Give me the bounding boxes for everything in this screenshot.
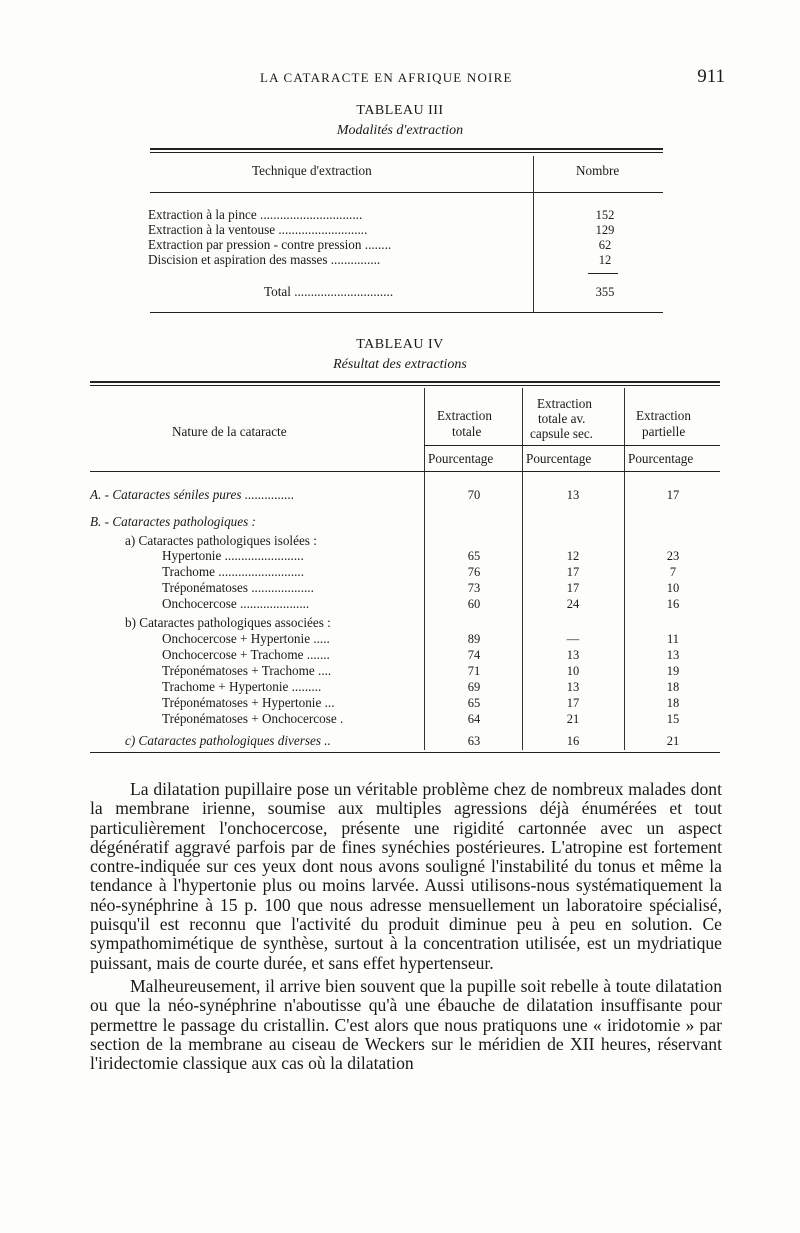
table3-title: TABLEAU III xyxy=(356,103,444,118)
table4-row-label: Onchocercose ..................... xyxy=(162,596,310,611)
table4-row-label: Onchocercose + Hypertonie ..... xyxy=(162,631,330,646)
table3-row-value: 12 xyxy=(598,253,612,267)
table4-cell: — xyxy=(566,632,580,646)
table4-cell: 23 xyxy=(666,549,680,563)
table3-subtitle: Modalités d'extraction xyxy=(336,123,464,138)
table3-bottom-rule xyxy=(150,312,663,313)
table4-col1-line1: Extraction xyxy=(437,408,492,423)
table4-cell: 16 xyxy=(666,597,680,611)
body-text xyxy=(90,780,722,1073)
table4-cell: 73 xyxy=(467,581,481,595)
table4-cell: 71 xyxy=(467,664,481,678)
table3-total-label: Total .............................. xyxy=(264,284,394,299)
table4-cell: 7 xyxy=(669,565,677,579)
table3-row-label: Extraction à la pince ............................... xyxy=(148,207,363,222)
table4-top-rule xyxy=(90,381,720,383)
table4-cell: 17 xyxy=(566,565,580,579)
table3-top-rule xyxy=(150,148,663,150)
table4-cell: 13 xyxy=(566,680,580,694)
table4-row-label: Trachome .......................... xyxy=(162,564,305,579)
table4-cell: 76 xyxy=(467,565,481,579)
table3-top-rule-thin xyxy=(150,152,663,153)
table4-cell: 15 xyxy=(666,712,680,726)
table3-sum-rule xyxy=(588,273,618,274)
table4-section-b: B. - Cataractes pathologiques : xyxy=(90,514,256,529)
table4-subsection-c: c) Cataractes pathologiques diverses .. xyxy=(125,733,331,748)
table4-subsection-a: a) Cataractes pathologiques isolées : xyxy=(125,533,317,548)
table4-col-divider xyxy=(522,388,523,750)
table4-pct-label: Pourcentage xyxy=(526,451,592,466)
table4-cell: 63 xyxy=(467,734,481,748)
table4-cell: 65 xyxy=(467,696,481,710)
table4-cell: 24 xyxy=(566,597,580,611)
table4-col1-line2: totale xyxy=(452,424,482,439)
table3-col-technique: Technique d'extraction xyxy=(252,163,372,178)
table4-cell: 65 xyxy=(467,549,481,563)
table4-col-nature: Nature de la cataracte xyxy=(172,424,287,439)
table4-col2-line3: capsule sec. xyxy=(530,426,593,441)
table3-row-value: 152 xyxy=(595,208,615,222)
table4-cell: 13 xyxy=(566,648,580,662)
table4-bottom-rule xyxy=(90,752,720,753)
table4-row-label: Tréponématoses ................... xyxy=(162,580,314,595)
table4-col3-line2: partielle xyxy=(642,424,686,439)
table4-row-label: Tréponématoses + Trachome .... xyxy=(162,663,332,678)
table4-cell: 70 xyxy=(467,488,481,502)
table3-row-label: Extraction à la ventouse ........................... xyxy=(148,222,368,237)
table4-pct-label: Pourcentage xyxy=(628,451,694,466)
table4-row-label: Tréponématoses + Hypertonie ... xyxy=(162,695,335,710)
table4-cell: 89 xyxy=(467,632,481,646)
running-title: LA CATARACTE EN AFRIQUE NOIRE xyxy=(260,70,513,85)
table4-subsection-b: b) Cataractes pathologiques associées : xyxy=(125,615,331,630)
table4-col2-line2: totale av. xyxy=(538,411,586,426)
table4-col3-line1: Extraction xyxy=(636,408,691,423)
table4-col-divider xyxy=(624,388,625,750)
table3-total-value: 355 xyxy=(595,285,615,299)
table4-cell: 21 xyxy=(566,712,580,726)
paragraph: Malheureusement, il arrive bien souvent que la pupille soit rebelle à toute dilatation ou que la néo-synéphrine n'aboutisse qu'à une ébauche de dilatation insuffisante pour permettre le passage du cristallin. C'est alors que nous pratiquons une « iridotomie » par section de la membrane au ciseau de Weckers sur le méridien de XII heures, réservant l'iridectomie classique aux cas où la dilatation xyxy=(90,975,722,1074)
table4-col-divider xyxy=(424,388,425,750)
running-head xyxy=(90,68,725,90)
table4-cell: 64 xyxy=(467,712,481,726)
table4-col2-line1: Extraction xyxy=(537,396,592,411)
table4-cell: 11 xyxy=(666,632,680,646)
table4-row-label: Tréponématoses + Onchocercose . xyxy=(162,711,344,726)
table4-cell: 17 xyxy=(566,696,580,710)
table4-cell: 10 xyxy=(666,581,680,595)
table4-row-label: Onchocercose + Trachome ....... xyxy=(162,647,330,662)
table4-cell: 17 xyxy=(666,488,680,502)
table3-col-divider xyxy=(533,156,534,312)
table4-cell: 74 xyxy=(467,648,481,662)
table4-top-rule-thin xyxy=(90,385,720,386)
table4-section-a: A. - Cataractes séniles pures ............... xyxy=(90,487,295,502)
table4-cell: 21 xyxy=(666,734,680,748)
table4-row-label: Hypertonie ........................ xyxy=(162,548,304,563)
table3-row-label: Extraction par pression - contre pression ........ xyxy=(148,237,392,252)
table4-cell: 69 xyxy=(467,680,481,694)
table3-row-value: 62 xyxy=(598,238,612,252)
table3-header-rule xyxy=(150,192,663,193)
paragraph: La dilatation pupillaire pose un véritable problème chez de nombreux malades dont la membrane irienne, soumise aux multiples agressions déjà énumérées et tout particulièrement l'onchocercose, présente une rigidité cartonnée avec un aspect dégénératif aggravé parfois par de fines synéchies postérieures. L'atropine est fortement contre-indiquée sur ces yeux dont nous avons souligné l'instabilité du tonus et même la tendance à l'hypertonie plus ou moins larvée. Aussi utilisons-nous systématiquement la néo-synéphrine à 15 p. 100 que nous adresse mensuellement un laboratoire spécialisé, puisqu'il est reconnu que l'activité du produit diminue peu à peu en solution. Ce sympathomimétique de synthèse, surtout à la concentration utilisée, est un mydriatique puissant, mais de courte durée, et sans effet hypertenseur. xyxy=(90,779,722,973)
table4-cell: 17 xyxy=(566,581,580,595)
table4-header-rule xyxy=(90,471,720,472)
table4-cell: 13 xyxy=(666,648,680,662)
table3-row-value: 129 xyxy=(595,223,615,237)
table3-col-nombre: Nombre xyxy=(576,163,620,178)
table4-cell: 10 xyxy=(566,664,580,678)
table4-cell: 19 xyxy=(666,664,680,678)
table4-cell: 18 xyxy=(666,680,680,694)
table4-cell: 18 xyxy=(666,696,680,710)
table4-cell: 16 xyxy=(566,734,580,748)
table4-cell: 13 xyxy=(566,488,580,502)
table4-title: TABLEAU IV xyxy=(356,337,444,352)
table3-row-label: Discision et aspiration des masses ............... xyxy=(148,252,381,267)
table4-subheader-rule xyxy=(424,445,720,446)
table4-cell: 60 xyxy=(467,597,481,611)
page-number: 911 xyxy=(697,66,725,87)
table4-pct-label: Pourcentage xyxy=(428,451,494,466)
table4-cell: 12 xyxy=(566,549,580,563)
table4-subtitle: Résultat des extractions xyxy=(333,357,467,372)
table4-row-label: Trachome + Hypertonie ......... xyxy=(162,679,322,694)
